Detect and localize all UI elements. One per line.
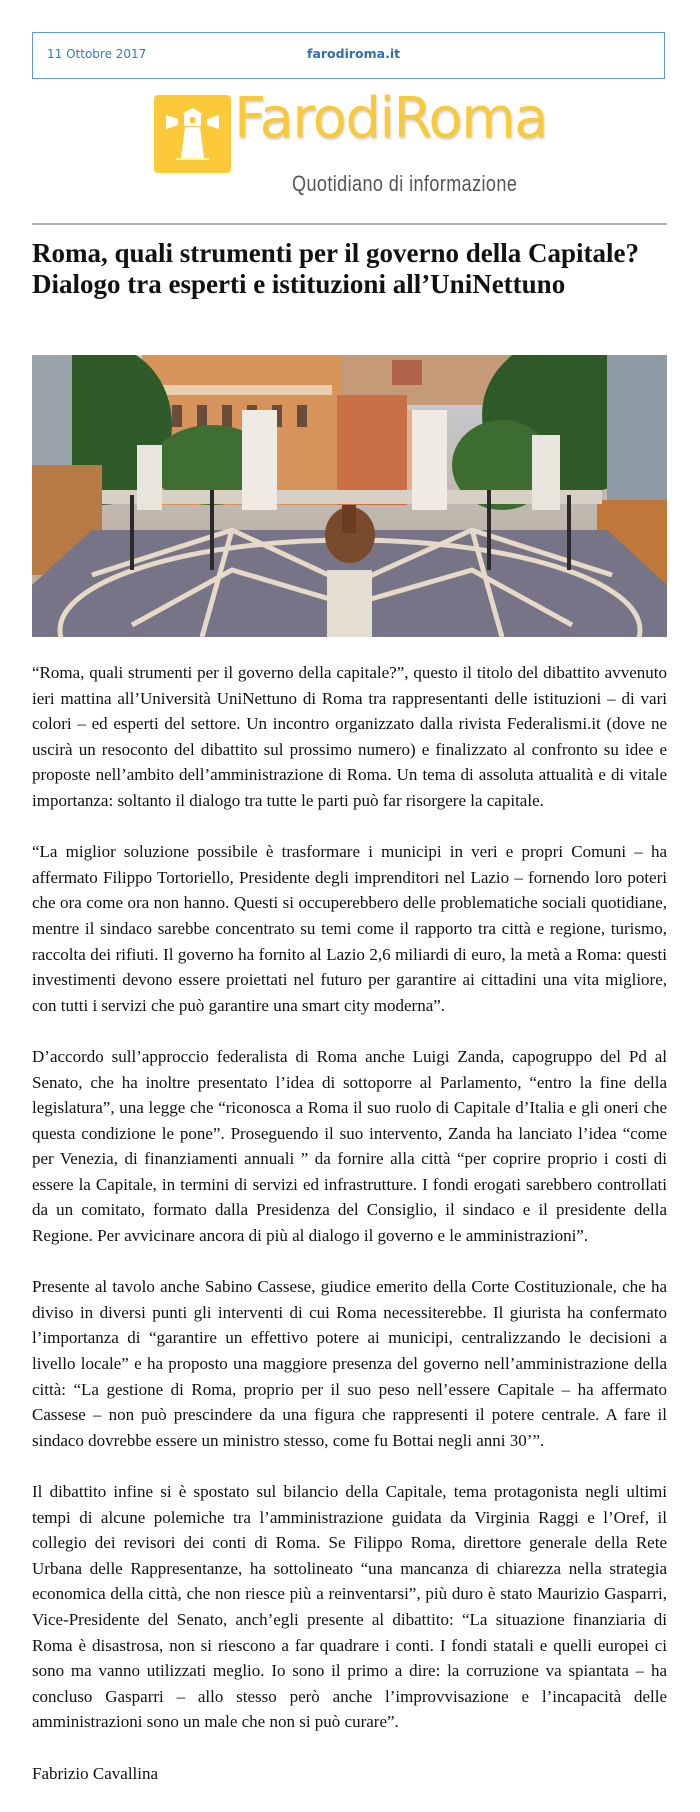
article-paragraph: Il dibattito infine si è spostato sul bilancio della Capitale, tema protagonista negli ultimi tempi di alcune polemiche tra l’amministrazione guidata da Virginia Raggi e l’Oref, il collegio dei revisori dei conti di Roma. Se Filippo Roma, direttore generale della Rete Urbana delle Rappresentanze, ha sottolineato “una mancanza di chiarezza nella strategia economica della città, che non riesce più a reinventarsi”, più duro è stato Maurizio Gasparri, Vice-Presidente del Senato, anch’egli presente al dibattito: “La situazione finanziaria di Roma è disastrosa, non si riescono a far quadrare i conti. I fondi statali e quelli europei ci sono ma vanno utilizzati meglio. Io sono il primo a dire: la corruzione va spiantata – ha concluso Gasparri – allo stesso però anche l’improvvisazione e l’incapacità delle amministrazioni sono un male che non si può curare”. — [32, 1482, 667, 1732]
lighthouse-icon — [154, 95, 231, 173]
site-logo[interactable] — [154, 86, 554, 205]
site-link[interactable]: farodiroma.it — [307, 46, 401, 61]
article-body — [32, 660, 667, 1812]
article-title: Roma, quali strumenti per il governo della Capitale? Dialogo tra esperti e istituzioni all’UniNettuno — [32, 238, 639, 299]
article-image — [32, 355, 667, 637]
article-byline: Fabrizio Cavallina — [32, 1763, 159, 1783]
logo-badge — [154, 95, 231, 173]
article-paragraph: D’accordo sull’approccio federalista di Roma anche Luigi Zanda, capogruppo del Pd al Senato, che ha inoltre presentato l’idea di sottoporre al Parlamento, “entro la fine della legislatura”, una legge che “riconosca a Roma il suo ruolo di Capitale d’Italia e gli oneri che questa condizione le pone”. Proseguendo il suo intervento, Zanda ha lanciato l’idea “come per Venezia, di finanziamenti annuali ” da fornire alla città “per coprire proprio i costi di essere la Capitale, in termini di servizi ed infrastrutture. I fondi erogati sarebbero controllati da un comitato, formato dalla Presidenza del Consiglio, il sindaco e il presidente della Regione. Per avvicinare ancora di più al dialogo il governo e le amministrazioni”. — [32, 1046, 667, 1246]
article-paragraph: Presente al tavolo anche Sabino Cassese, giudice emerito della Corte Costituzionale, che ha diviso in diversi punti gli interventi di cui Roma necessiterebbe. Il giurista ha confermato l’importanza di “garantire un effettivo potere ai municipi, centralizzando le decisioni a livello locale” e ha proposto una maggiore presenza del governo nell’amministrazione della città: “La gestione di Roma, proprio per il suo peso nell’essere Capitale – ha affermato Cassese – non può prescindere da una figura che rappresenti il potere centrale. A fare il sindaco dovrebbe essere un ministro stesso, come fu Bottai negli anni 30’”. — [32, 1277, 667, 1450]
campidoglio-photo — [32, 355, 667, 637]
article-paragraph: “Roma, quali strumenti per il governo della capitale?”, questo il titolo del dibattito avvenuto ieri mattina all’Università UniNettuno di Roma tra rappresentanti delle istituzioni – di vari colori – ed esperti del settore. Un incontro organizzato dalla rivista Federalismi.it (dove ne uscirà un resoconto del dibattito sul prossimo numero) e finalizzato al confronto su idee e proposte nell’ambito dell’amministrazione di Roma. Un tema di assoluta attualità e di vitale importanza: soltanto il dialogo tra tutte le parti può far risorgere la capitale. — [32, 663, 667, 810]
logo-wordmark: FarodiRoma — [234, 86, 548, 151]
logo-tagline: Quotidiano di informazione — [292, 171, 518, 196]
article-paragraph: “La miglior soluzione possibile è trasformare i municipi in veri e propri Comuni – ha affermato Filippo Tortoriello, Presidente degli imprenditori nel Lazio – fornendo loro poteri che ora come ora non hanno. Questi si occuperebbero delle problematiche sociali quotidiane, mentre il sindaco sarebbe concentrato su temi come il rapporto tra città e regione, turismo, raccolta dei rifiuti. Il governo ha fornito al Lazio 2,6 miliardi di euro, la metà a Roma: questi investimenti devono essere proiettati nel futuro per garantire ai cittadini una vita migliore, con tutti i servizi che può garantire una smart city moderna”. — [32, 842, 667, 1015]
publication-date: 11 Ottobre 2017 — [47, 47, 147, 61]
header-divider — [32, 223, 667, 225]
header-bar — [32, 32, 665, 79]
